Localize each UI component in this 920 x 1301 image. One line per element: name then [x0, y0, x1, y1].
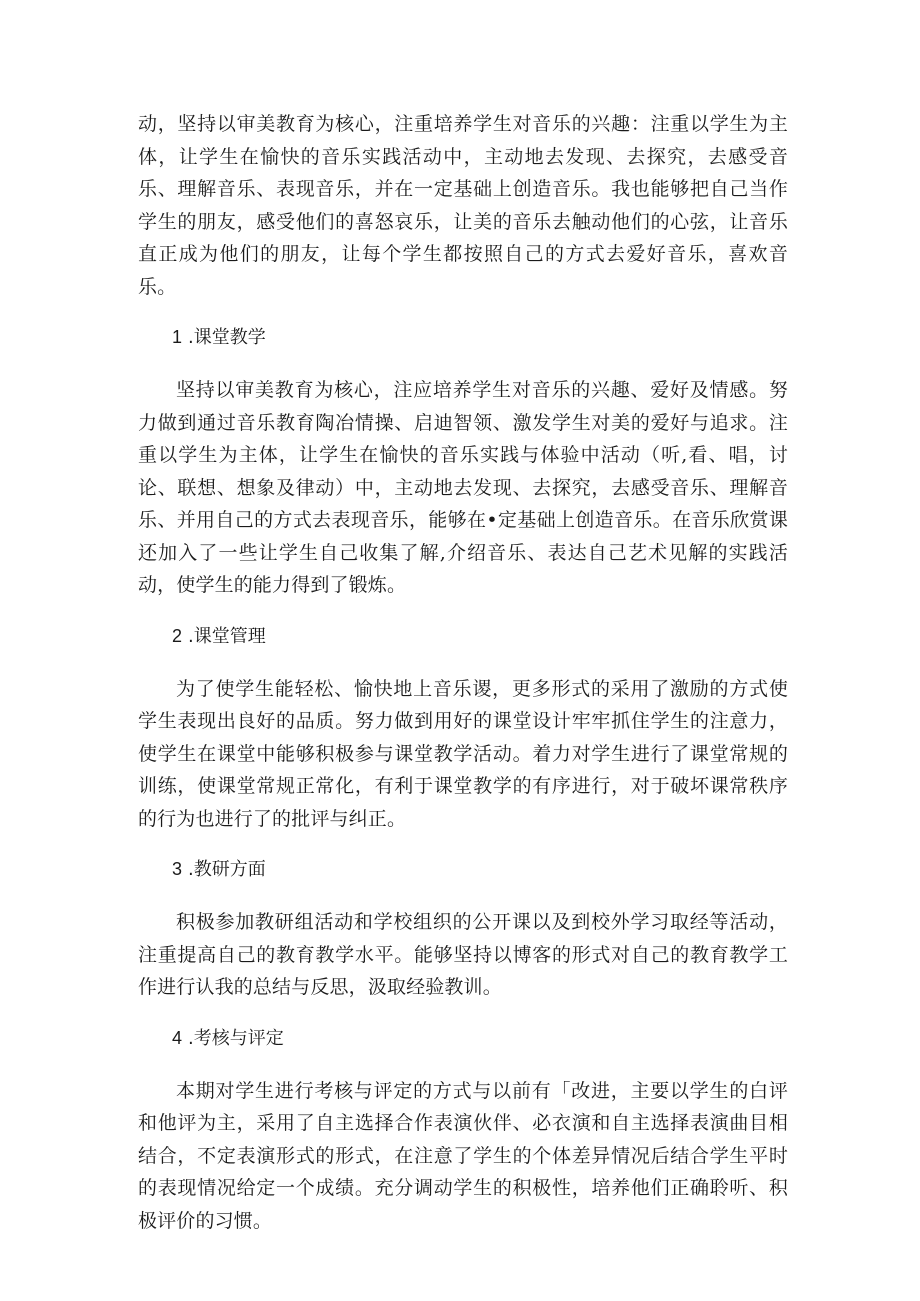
section-number: 4: [172, 1027, 183, 1048]
spacer: [138, 1004, 788, 1023]
section-heading-3: [138, 854, 788, 885]
section-number: 3: [172, 859, 183, 879]
section-body-4: 本期对学生进行考核与评定的方式与以前有「改进，主要以学生的白评和他评为主，采用了自主选择合作表演伙伴、必衣演和自主选择表演曲目相结合，不定表演形式的形式，在注意了学生的个体差异情况后结合学生平时的表现情况给定一个成绩。充分调动学生的积极性，培养他们正确聆听、积极评价的习惯。: [138, 1079, 788, 1232]
spacer: [138, 885, 788, 906]
section-body-1: 坚持以审美教育为核心，注应培养学生对音乐的兴趣、爱好及情感。努力做到通过音乐教育陶冶情操、启迪智领、激发学生对美的爱好与追求。注重以学生为主体，让学生在愉快的音乐实践与体验中活动（听,看、唱，讨论、联想、想象及律动）中，主动地去发现、去探究，去感受音乐、理解音乐、并用自己的方式去表现音乐，能够在•定基础上创造音乐。在音乐欣赏课还加入了一些让学生自己收集了解,介绍音乐、表达自己艺术见解的实践活动，使学生的能力得到了锻炼。: [138, 379, 788, 596]
spacer: [138, 303, 788, 322]
section-heading-4: [138, 1023, 788, 1054]
section-title: .课堂管理: [188, 625, 266, 647]
section-body-2: 为了使学生能轻松、愉快地上音乐谡，更多形式的采用了激励的方式使学生表现出良好的品质。努力做到用好的课堂设计牢牢抓住学生的注意力，使学生在课堂中能够积极参与课堂教学活动。着力对学生进行了课堂常规的训练，使课堂常规正常化，有利于课堂教学的有序进行，对于破坏课常秩序的行为也进行了的批评与纠正。: [138, 677, 788, 830]
section-body-3: 积极参加教研组活动和学校组织的公开课以及到校外学习取经等活动，注重提高自己的教育教学水平。能够坚持以博客的形式对自己的教育教学工作进行认我的总结与反思，汲取经验教训。: [138, 911, 788, 998]
section-title: .考核与评定: [188, 1027, 284, 1049]
section-number: 1: [172, 327, 183, 347]
spacer: [138, 835, 788, 854]
spacer: [138, 353, 788, 374]
section-heading-1: [138, 322, 788, 353]
spacer: [138, 602, 788, 621]
spacer: [138, 1054, 788, 1075]
section-heading-2: [138, 621, 788, 652]
section-title: .教研方面: [188, 859, 266, 880]
spacer: [138, 652, 788, 673]
section-title: .课堂教学: [188, 327, 266, 348]
intro-paragraph: 动，坚持以审美教育为核心，注重培养学生对音乐的兴趣：注重以学生为主体，让学生在愉快的音乐实践活动中，主动地去发现、去探究，去感受音乐、理解音乐、表现音乐，并在一定基础上创造音乐。我也能够把自己当作学生的朋友，感受他们的喜怒哀乐，让美的音乐去触动他们的心弦，让音乐直正成为他们的朋友，让每个学生都按照自己的方式去爱好音乐，喜欢音乐。: [138, 113, 788, 298]
section-number: 2: [172, 625, 183, 646]
